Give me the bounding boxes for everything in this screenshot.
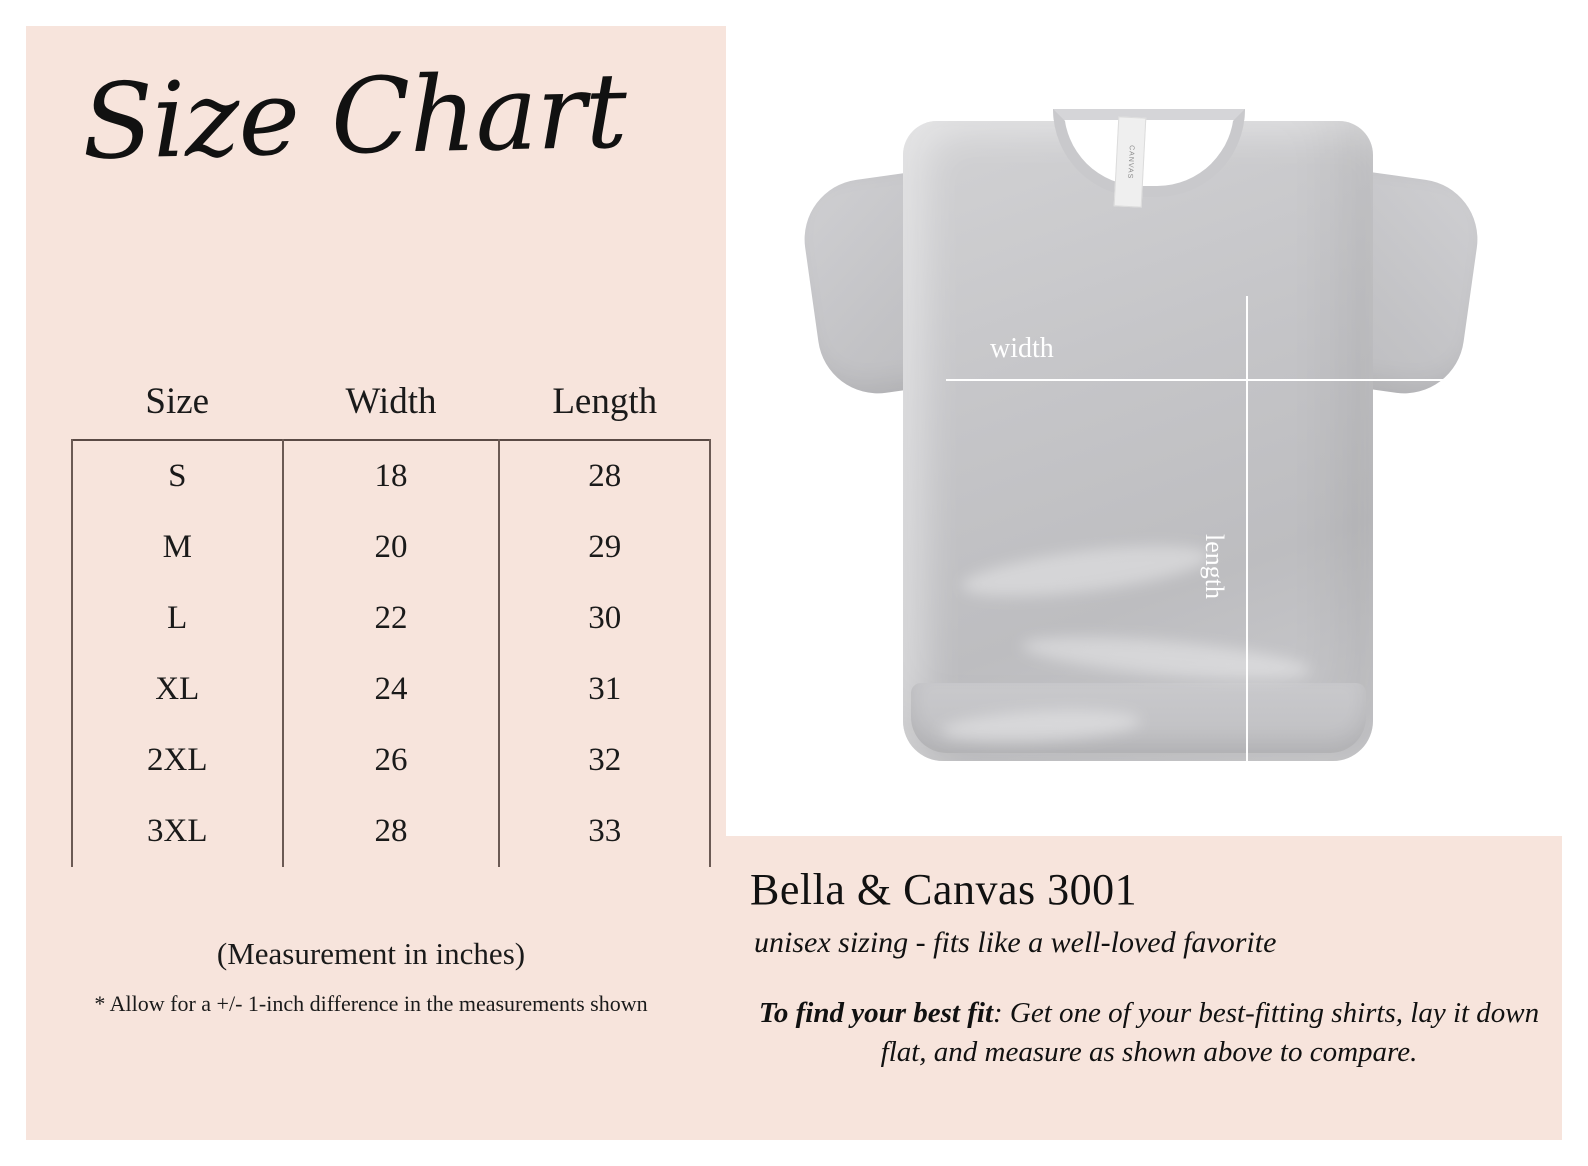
cell-width: 24 <box>283 654 500 725</box>
table-row <box>72 654 710 725</box>
right-panel <box>726 26 1562 1140</box>
tolerance-note: * Allow for a +/- 1-inch difference in the measurements shown <box>94 991 648 1016</box>
cell-length: 29 <box>499 512 710 583</box>
table-row <box>72 440 710 512</box>
table-row <box>72 583 710 654</box>
size-table-head <box>72 376 710 440</box>
table-header-row <box>72 376 710 440</box>
width-label: width <box>990 333 1054 364</box>
cell-width: 18 <box>283 440 500 512</box>
column-header-width: Width <box>345 381 437 422</box>
neck-tag: CANVAS <box>1114 116 1147 207</box>
length-measure-line <box>1246 296 1248 816</box>
cell-size: L <box>72 583 283 654</box>
fit-instructions-heading: To find your best fit <box>758 997 994 1029</box>
cell-width: 20 <box>283 512 500 583</box>
table-row <box>72 512 710 583</box>
cell-size: S <box>72 440 283 512</box>
width-measure-line <box>946 379 1562 381</box>
cell-length: 32 <box>499 725 710 796</box>
page-title: Size Chart <box>80 49 628 183</box>
size-table <box>71 376 711 867</box>
table-row <box>72 796 710 867</box>
measurement-unit-note: (Measurement in inches) <box>216 936 526 971</box>
cell-width: 22 <box>283 583 500 654</box>
cell-width: 28 <box>283 796 500 867</box>
cell-length: 31 <box>499 654 710 725</box>
cell-size: M <box>72 512 283 583</box>
cell-width: 26 <box>283 725 500 796</box>
column-header-size: Size <box>145 381 210 422</box>
length-label: length <box>1200 534 1229 599</box>
size-table-wrap <box>71 376 711 867</box>
cell-length: 30 <box>499 583 710 654</box>
product-photo <box>726 26 1562 836</box>
cell-size: 2XL <box>72 725 283 796</box>
cell-size: XL <box>72 654 283 725</box>
table-row <box>72 725 710 796</box>
cell-size: 3XL <box>72 796 283 867</box>
cell-length: 33 <box>499 796 710 867</box>
cell-length: 28 <box>499 440 710 512</box>
fit-instructions <box>736 994 1562 1072</box>
tshirt-illustration <box>811 81 1471 771</box>
brand-tagline: unisex sizing - fits like a well-loved favorite <box>754 926 1277 959</box>
brand-name: Bella & Canvas 3001 <box>750 865 1138 914</box>
left-panel <box>26 26 716 1140</box>
fit-instructions-text: : Get one of your best-fitting shirts, lay it down flat, and measure as shown above to compare. <box>880 997 1540 1069</box>
column-header-length: Length <box>552 381 658 422</box>
size-table-body <box>72 440 710 867</box>
